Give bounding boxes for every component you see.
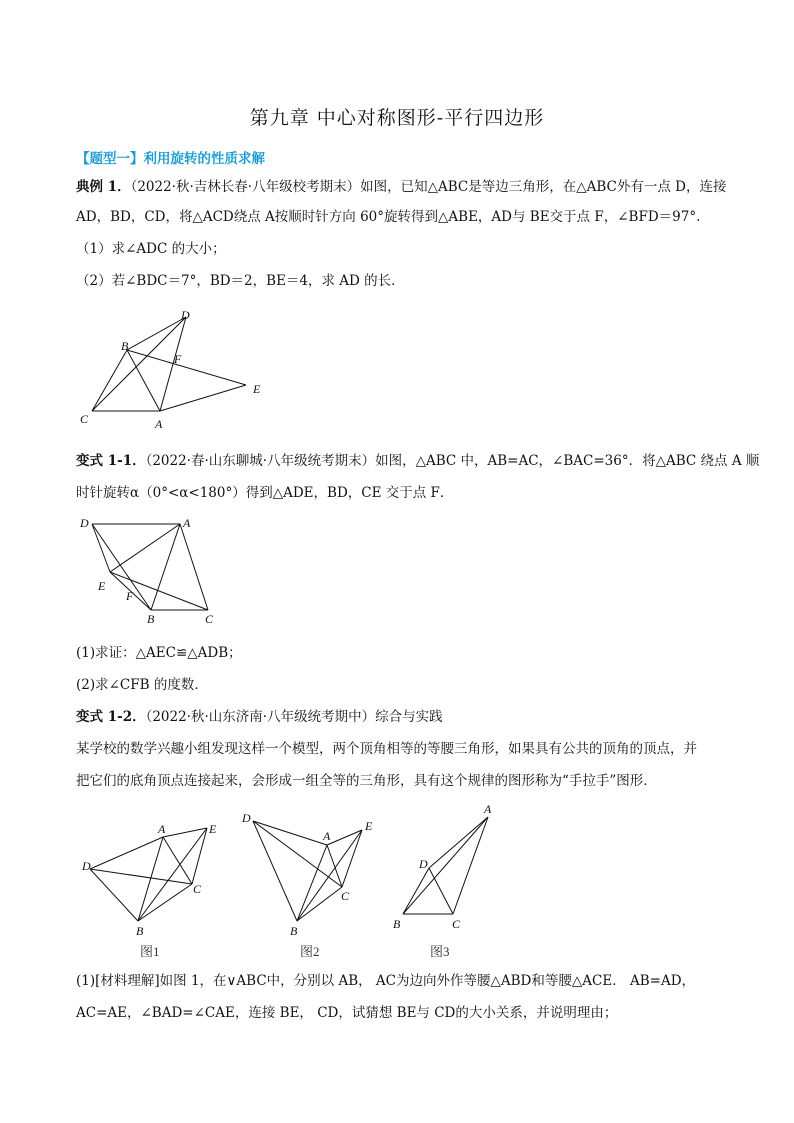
variant11-label: 变式 1-1． xyxy=(76,453,146,469)
fig3-2-label-c: C xyxy=(341,889,350,903)
figure-variant11-lines xyxy=(92,524,208,610)
figure-3 xyxy=(393,802,492,959)
fig3-3-label-b: B xyxy=(393,917,401,931)
fig3-1-label-a: A xyxy=(158,822,166,836)
figure-3-caption: 图3 xyxy=(430,944,450,959)
fig1-label-e: E xyxy=(253,382,261,396)
fig1-label-a: A xyxy=(155,417,163,431)
figure-2 xyxy=(241,811,373,959)
example1-label: 典例 1． xyxy=(76,179,131,195)
fig1-label-f: F xyxy=(174,352,182,366)
fig3-3-label-d: D xyxy=(419,857,428,871)
fig2-label-e: E xyxy=(98,579,106,593)
variant11-line2: 时针旋转α（0°<α<180°）得到△ADE，BD，CE 交于点 F． xyxy=(76,485,454,501)
fig2-label-d: D xyxy=(80,516,89,530)
variant12-para2: 把它们的底角顶点连接起来，会形成一组全等的三角形，具有这个规律的图形称为“手拉手”图形． xyxy=(76,773,657,789)
fig2-label-f: F xyxy=(126,589,134,603)
fig1-label-d: D xyxy=(181,308,190,322)
variant11-text1: （2022·春·山东聊城·八年级统考期末）如图，△ABC 中，AB=AC，∠BAC=36°．将△ABC 绕点 A 顺 xyxy=(145,453,760,469)
fig3-1-label-c: C xyxy=(193,882,202,896)
fig3-3-label-a: A xyxy=(484,802,492,816)
figure-example1-lines xyxy=(92,317,246,411)
page-title: 第九章 中心对称图形-平行四边形 xyxy=(249,107,545,129)
fig2-label-b: B xyxy=(147,612,155,626)
figure-example1 xyxy=(70,305,270,435)
fig2-label-a: A xyxy=(183,516,191,530)
example1-text1: （2022·秋·吉林长春·八年级校考期末）如图，已知△ABC是等边三角形，在△ABC外有一点 D，连接 xyxy=(130,179,727,195)
fig1-label-c: C xyxy=(80,412,89,426)
variant11-line1 xyxy=(76,452,759,470)
fig1-label-b: B xyxy=(121,339,129,353)
fig3-2-label-b: B xyxy=(290,924,298,938)
variant12-text1: （2022·秋·山东济南·八年级统考期中）综合与实践 xyxy=(145,709,443,725)
example1-q1: （1）求∠ADC 的大小； xyxy=(76,241,226,257)
example1-line1 xyxy=(76,178,726,196)
type-heading: 【题型一】利用旋转的性质求解 xyxy=(76,151,265,167)
example1-q2: （2）若∠BDC＝7°，BD＝2，BE＝4，求 AD 的长． xyxy=(76,273,405,289)
fig3-2-label-d: D xyxy=(242,811,251,825)
fig2-label-c: C xyxy=(205,612,214,626)
figure-2-caption: 图2 xyxy=(300,944,320,959)
fig3-1-label-e: E xyxy=(209,822,217,836)
fig3-1-label-d: D xyxy=(82,859,91,873)
variant11-q1: (1)求证：△AEC≌△ADB； xyxy=(76,645,242,661)
figures-variant12 xyxy=(70,800,520,965)
variant12-para1: 某学校的数学兴趣小组发现这样一个模型，两个顶角相等的等腰三角形，如果具有公共的顶角的顶点，并 xyxy=(76,741,697,757)
variant12-q1a: (1)[材料理解]如图 1，在∨ABC中，分别以 AB， AC为边向外作等腰△ABD和等腰△ACE． AB=AD， xyxy=(76,973,696,989)
variant12-line1 xyxy=(76,708,443,726)
figure-1 xyxy=(81,822,217,959)
fig3-3-label-c: C xyxy=(452,917,461,931)
figure-variant11 xyxy=(70,510,230,630)
fig3-2-label-a: A xyxy=(323,829,331,843)
example1-line2: AD，BD，CD，将△ACD绕点 A按顺时针方向 60°旋转得到△ABE，AD与 BE交于点 F，∠BFD＝97°. xyxy=(76,209,701,225)
fig3-2-label-e: E xyxy=(365,819,373,833)
figure-1-caption: 图1 xyxy=(140,944,160,959)
variant12-q1b: AC=AE，∠BAD=∠CAE，连接 BE， CD，试猜想 BE与 CD的大小关系，并说明理由； xyxy=(76,1005,618,1021)
fig3-1-label-b: B xyxy=(136,924,144,938)
variant12-label: 变式 1-2． xyxy=(76,709,146,725)
variant11-q2: (2)求∠CFB 的度数． xyxy=(76,677,208,693)
